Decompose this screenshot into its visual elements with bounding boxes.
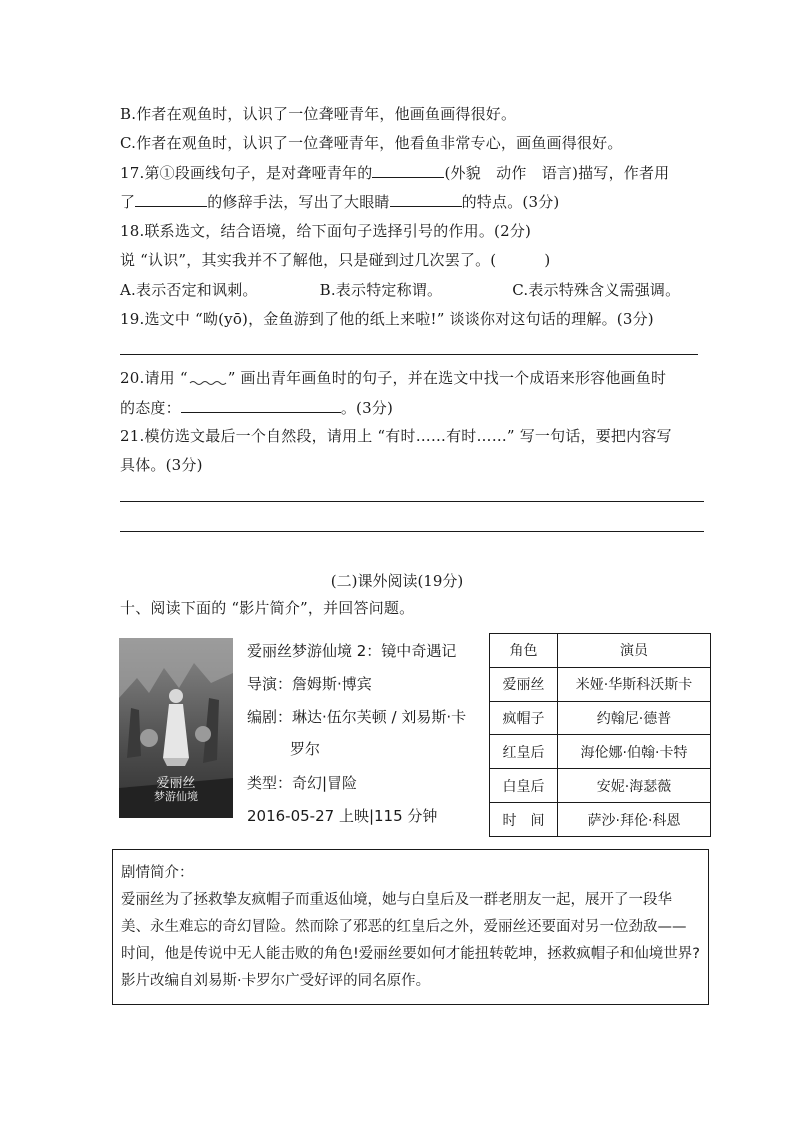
table-row <box>490 701 711 735</box>
question-17-cont: 了 的修辞手法，写出了大眼睛 的特点。(3分) <box>120 190 559 213</box>
table-row <box>490 735 711 769</box>
option-b: B.作者在观鱼时，认识了一位聋哑青年，他画鱼画得很好。 <box>120 105 517 123</box>
question-18-options: A.表示否定和讽刺。 B.表示特定称谓。 C.表示特殊含义需强调。 <box>120 281 681 299</box>
q17-blank-1[interactable] <box>372 161 444 178</box>
synopsis-box <box>112 849 709 1005</box>
q21-answer-line-2[interactable] <box>120 531 704 532</box>
question-21-cont: 具体。(3分) <box>120 456 203 474</box>
q20-blank[interactable] <box>181 396 341 413</box>
role-cell: 疯帽子 <box>490 701 558 735</box>
table-row <box>490 803 711 837</box>
movie-genre: 类型：奇幻|冒险 <box>247 774 358 792</box>
question-21: 21.模仿选文最后一个自然段，请用上 “有时……有时……” 写一句话，要把内容写 <box>120 427 672 445</box>
role-cell: 红皇后 <box>490 735 558 769</box>
section-title: (二)课外阅读(19分) <box>330 572 464 590</box>
header-actor: 演员 <box>558 634 711 668</box>
q19-answer-line[interactable] <box>120 354 698 355</box>
movie-release: 2016-05-27 上映|115 分钟 <box>247 807 438 825</box>
actor-cell: 约翰尼·德普 <box>558 701 711 735</box>
section-instruction: 十、阅读下面的 “影片简介”，并回答问题。 <box>120 599 415 617</box>
question-20: 20.请用 “ ” 画出青年画鱼时的句子，并在选文中找一个成语来形容他画鱼时 <box>120 369 667 387</box>
question-18-sentence: 说 “认识”，其实我并不了解他，只是碰到过几次罢了。( ) <box>120 251 551 269</box>
q21-answer-line-1[interactable] <box>120 501 704 502</box>
actor-cell: 海伦娜·伯翰·卡特 <box>558 735 711 769</box>
actor-cell: 安妮·海瑟薇 <box>558 769 711 803</box>
table-row <box>490 769 711 803</box>
actor-cell: 萨沙·拜伦·科恩 <box>558 803 711 837</box>
poster-caption-1: 爱丽丝 <box>156 776 196 791</box>
cast-table <box>489 633 711 837</box>
cast-header-row <box>490 634 711 668</box>
movie-writer: 编剧：琳达·伍尔芙顿 / 刘易斯·卡 <box>247 708 467 726</box>
role-cell: 时 间 <box>490 803 558 837</box>
synopsis-text: 爱丽丝为了拯救挚友疯帽子而重返仙境，她与白皇后及一群老朋友一起，展开了一段华美、永生难忘的奇幻冒险。然而除了邪恶的红皇后之外，爱丽丝还要面对另一位劲敌——时间，他是传说中无人能击败的角色!爱丽丝要如何才能扭转乾坤，拯救疯帽子和仙境世界?影片改编自刘易斯·卡罗尔广受好评的同名原作。 <box>121 892 701 989</box>
q17-blank-2[interactable] <box>135 190 207 207</box>
header-role: 角色 <box>490 634 558 668</box>
actor-cell: 米娅·华斯科沃斯卡 <box>558 667 711 701</box>
poster-caption-2: 梦游仙境 <box>154 790 198 803</box>
movie-director: 导演：詹姆斯·博宾 <box>247 675 372 693</box>
question-17: 17.第①段画线句子，是对聋哑青年的 (外貌 动作 语言)描写，作者用 <box>120 161 669 184</box>
q17-blank-3[interactable] <box>390 190 462 207</box>
movie-title: 爱丽丝梦游仙境 2：镜中奇遇记 <box>247 642 457 660</box>
role-cell: 爱丽丝 <box>490 667 558 701</box>
movie-writer-cont: 罗尔 <box>290 740 321 758</box>
question-18: 18.联系选文，结合语境，给下面句子选择引号的作用。(2分) <box>120 222 532 240</box>
option-c: C.作者在观鱼时，认识了一位聋哑青年，他看鱼非常专心，画鱼画得很好。 <box>120 134 623 152</box>
table-row <box>490 667 711 701</box>
role-cell: 白皇后 <box>490 769 558 803</box>
synopsis-label: 剧情简介： <box>121 865 194 881</box>
movie-poster <box>119 638 233 818</box>
wavy-underline-icon <box>188 372 228 386</box>
question-20-cont: 的态度： 。(3分) <box>120 396 393 419</box>
question-19: 19.选文中 “呦(yō)，金鱼游到了他的纸上来啦!” 谈谈你对这句话的理解。(3分) <box>120 310 654 328</box>
